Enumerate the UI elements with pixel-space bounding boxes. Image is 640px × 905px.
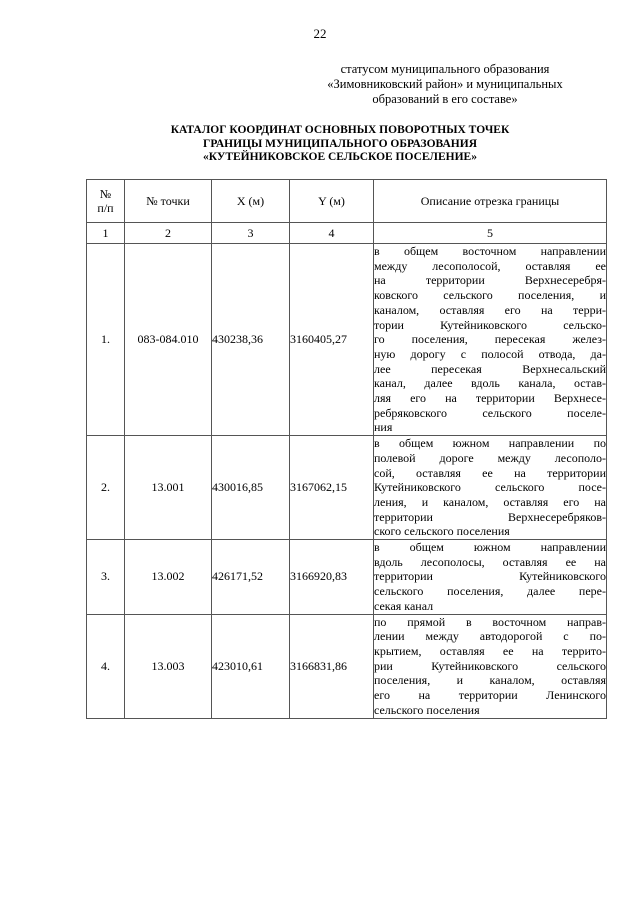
row-description	[374, 436, 607, 540]
column-number-row	[87, 223, 607, 244]
row-num: 2.	[87, 436, 125, 540]
row-x: 423010,61	[212, 614, 290, 718]
description-line: территории Верхнесеребряков-	[374, 509, 606, 524]
description-line: поселения, и каналом, оставляя	[374, 673, 606, 688]
description-line: лее пересекая Верхнесальский	[374, 361, 606, 376]
table-row	[87, 614, 607, 718]
row-point: 13.001	[125, 436, 212, 540]
description-line: его на территории Ленинского	[374, 688, 606, 703]
description-line: ления, и каналом, оставляя его на	[374, 494, 606, 509]
header-note-line: образований в его составе»	[372, 92, 518, 106]
header-note-line: «Зимовниковский район» и муниципальных	[327, 77, 563, 91]
header-num-line1: №	[99, 187, 112, 201]
catalog-title-line: ГРАНИЦЫ МУНИЦИПАЛЬНОГО ОБРАЗОВАНИЯ	[203, 137, 477, 150]
row-y: 3166831,86	[290, 614, 374, 718]
description-line: в общем южном направлении	[374, 540, 606, 555]
column-number: 5	[374, 223, 607, 244]
row-x: 430238,36	[212, 244, 290, 436]
row-num: 3.	[87, 540, 125, 615]
description-line: территории Кутейниковского	[374, 569, 606, 584]
row-point: 083-084.010	[125, 244, 212, 436]
row-num: 1.	[87, 244, 125, 436]
description-line: канал, далее вдоль канала, остав-	[374, 376, 606, 391]
page-number: 22	[313, 26, 327, 41]
row-x: 430016,85	[212, 436, 290, 540]
row-num: 4.	[87, 614, 125, 718]
description-line: крытием, оставляя ее на террито-	[374, 643, 606, 658]
header-y: Y (м)	[290, 180, 374, 223]
description-line: Кутейниковского сельского посе-	[374, 480, 606, 495]
header-point: № точки	[125, 180, 212, 223]
catalog-title-line: КАТАЛОГ КООРДИНАТ ОСНОВНЫХ ПОВОРОТНЫХ ТОЧЕК	[170, 124, 510, 136]
description-line: лении между автодорогой с по-	[374, 629, 606, 644]
row-y: 3160405,27	[290, 244, 374, 436]
row-description	[374, 614, 607, 718]
description-line: ского сельского поселения	[374, 524, 510, 539]
table-row	[87, 244, 607, 436]
header-num-line2: п/п	[97, 201, 114, 215]
description-line: ребряковского сельского поселе-	[374, 405, 606, 420]
header-note	[300, 62, 590, 107]
row-description	[374, 244, 607, 436]
header-num	[87, 180, 125, 223]
description-line: ния	[374, 420, 393, 435]
catalog-title-line: «КУТЕЙНИКОВСКОЕ СЕЛЬСКОЕ ПОСЕЛЕНИЕ»	[203, 151, 477, 163]
description-line: ную дорогу с полосой отвода, да-	[374, 346, 606, 361]
header-description: Описание отрезка границы	[374, 180, 607, 223]
description-line: по прямой в восточном направ-	[374, 614, 606, 629]
row-description	[374, 540, 607, 615]
description-line: между лесополосой, оставляя ее	[374, 258, 606, 273]
column-number: 2	[125, 223, 212, 244]
header-x: X (м)	[212, 180, 290, 223]
row-point: 13.003	[125, 614, 212, 718]
row-y: 3167062,15	[290, 436, 374, 540]
description-line: сельского поселения	[374, 702, 480, 717]
row-point: 13.002	[125, 540, 212, 615]
description-line: секая канал	[374, 598, 434, 613]
description-line: полевой дороге между лесополо-	[374, 450, 606, 465]
table-body	[87, 244, 607, 719]
description-line: каналом, оставляя его на терри-	[374, 302, 606, 317]
header-note-line: статусом муниципального образования	[340, 62, 550, 76]
description-line: в общем восточном направлении	[374, 244, 606, 258]
description-line: ляя его на территории Верхнесе-	[374, 391, 606, 406]
table-row	[87, 436, 607, 540]
catalog-title	[100, 124, 580, 165]
description-line: сой, оставляя ее на территории	[374, 465, 606, 480]
row-x: 426171,52	[212, 540, 290, 615]
description-line: ковского сельского поселения, и	[374, 288, 606, 303]
description-line: тории Кутейниковского сельско-	[374, 317, 606, 332]
description-line: вдоль лесополосы, оставляя ее на	[374, 554, 606, 569]
column-number: 3	[212, 223, 290, 244]
column-number: 1	[87, 223, 125, 244]
coordinates-table	[86, 179, 607, 719]
table-row	[87, 540, 607, 615]
row-y: 3166920,83	[290, 540, 374, 615]
column-number: 4	[290, 223, 374, 244]
description-line: рии Кутейниковского сельского	[374, 658, 606, 673]
description-line: го поселения, пересекая желез-	[374, 332, 606, 347]
description-line: в общем южном направлении по	[374, 436, 606, 451]
description-line: на территории Верхнесеребря-	[374, 273, 606, 288]
table-header-row	[87, 180, 607, 223]
description-line: сельского поселения, далее пере-	[374, 584, 606, 599]
